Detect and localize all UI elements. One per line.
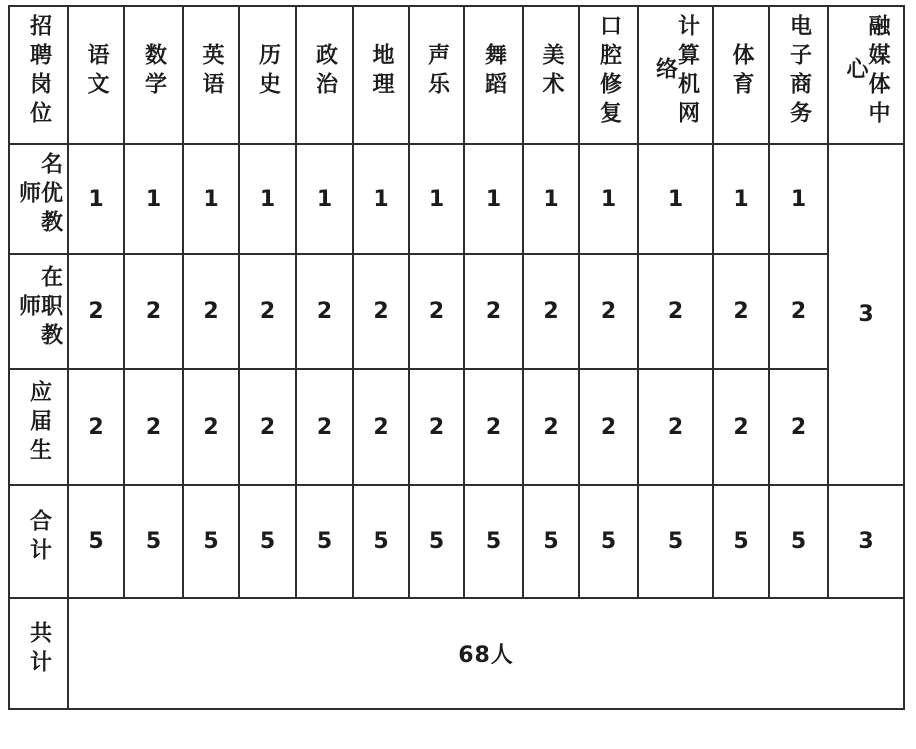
count-cell: 1 [464, 144, 523, 254]
header-label-ecommerce: 电子商务 [786, 13, 812, 131]
count-cell: 1 [523, 144, 579, 254]
count-cell: 2 [296, 369, 353, 485]
header-cell-ecommerce [769, 6, 828, 144]
count-cell: 2 [124, 369, 183, 485]
count-cell: 2 [296, 254, 353, 369]
count-cell: 1 [183, 144, 239, 254]
header-cell-media-center [828, 6, 904, 144]
row-label-inservice-teachers-cell [9, 254, 68, 369]
row-label-inservice-teachers: 在职教师 [15, 264, 63, 353]
row-fresh-graduates [9, 369, 904, 485]
count-cell: 2 [183, 369, 239, 485]
header-label-english: 英语 [199, 42, 224, 102]
header-label-math: 数学 [141, 42, 167, 102]
count-cell: 2 [579, 254, 638, 369]
row-subtotal [9, 485, 904, 598]
row-label-famous-teachers-cell [9, 144, 68, 254]
header-label-vocal-music: 声乐 [424, 42, 450, 102]
count-cell: 2 [239, 254, 296, 369]
count-cell: 2 [353, 254, 409, 369]
count-cell: 2 [523, 369, 579, 485]
count-cell: 2 [769, 369, 828, 485]
count-cell: 1 [124, 144, 183, 254]
count-cell: 2 [124, 254, 183, 369]
header-cell-math [124, 6, 183, 144]
header-cell-fine-arts [523, 6, 579, 144]
header-cell-position [9, 6, 68, 144]
row-inservice-teachers [9, 254, 904, 369]
count-cell-media-center-subtotal: 3 [828, 485, 904, 598]
count-cell: 2 [579, 369, 638, 485]
count-cell: 5 [296, 485, 353, 598]
header-row [9, 6, 904, 144]
header-cell-history [239, 6, 296, 144]
count-cell: 2 [713, 254, 769, 369]
count-cell: 5 [638, 485, 713, 598]
count-cell: 2 [68, 254, 124, 369]
count-cell: 1 [239, 144, 296, 254]
count-cell: 1 [296, 144, 353, 254]
count-cell: 5 [713, 485, 769, 598]
header-label-computer-network: 计算机网络 [652, 13, 700, 131]
row-label-famous-teachers: 名优教师 [15, 152, 63, 240]
header-cell-dance [464, 6, 523, 144]
count-cell: 5 [579, 485, 638, 598]
header-label-position: 招聘岗位 [26, 13, 52, 131]
header-label-geography: 地理 [369, 42, 394, 102]
header-label-chinese: 语文 [84, 42, 109, 102]
count-cell: 5 [409, 485, 464, 598]
count-cell: 2 [409, 369, 464, 485]
header-label-fine-arts: 美术 [539, 42, 564, 102]
count-cell: 2 [638, 254, 713, 369]
count-cell: 1 [409, 144, 464, 254]
count-cell: 1 [68, 144, 124, 254]
count-cell: 2 [409, 254, 464, 369]
row-famous-teachers [9, 144, 904, 254]
count-cell: 5 [68, 485, 124, 598]
header-label-history: 历史 [255, 42, 281, 102]
row-label-subtotal: 合计 [26, 509, 52, 568]
count-cell: 5 [183, 485, 239, 598]
header-label-politics: 政治 [312, 42, 338, 102]
header-label-pe: 体育 [729, 42, 754, 102]
header-cell-vocal-music [409, 6, 464, 144]
count-cell: 5 [523, 485, 579, 598]
header-cell-dental-prosthetics [579, 6, 638, 144]
count-cell: 2 [769, 254, 828, 369]
count-cell: 5 [239, 485, 296, 598]
media-center-merged-cell: 3 [828, 144, 904, 485]
count-cell: 2 [239, 369, 296, 485]
count-cell: 5 [124, 485, 183, 598]
row-label-grand-total-cell [9, 598, 68, 709]
count-cell: 2 [713, 369, 769, 485]
count-cell: 2 [353, 369, 409, 485]
count-cell: 5 [769, 485, 828, 598]
row-label-subtotal-cell [9, 485, 68, 598]
header-cell-geography [353, 6, 409, 144]
count-cell: 2 [464, 369, 523, 485]
header-cell-english [183, 6, 239, 144]
row-grand-total [9, 598, 904, 709]
header-cell-computer-network [638, 6, 713, 144]
header-label-media-center: 融媒体中心 [843, 13, 890, 131]
recruitment-table [8, 5, 905, 710]
count-cell: 2 [638, 369, 713, 485]
row-label-grand-total: 共计 [26, 621, 52, 680]
count-cell: 1 [769, 144, 828, 254]
header-cell-pe [713, 6, 769, 144]
header-label-dance: 舞蹈 [481, 42, 507, 102]
count-cell: 2 [464, 254, 523, 369]
count-cell: 2 [523, 254, 579, 369]
count-cell: 1 [579, 144, 638, 254]
count-cell: 1 [713, 144, 769, 254]
header-cell-chinese [68, 6, 124, 144]
header-label-dental-prosthetics: 口腔修复 [596, 13, 622, 131]
header-cell-politics [296, 6, 353, 144]
count-cell: 5 [464, 485, 523, 598]
count-cell: 2 [68, 369, 124, 485]
count-cell: 1 [353, 144, 409, 254]
row-label-fresh-graduates: 应届生 [26, 380, 52, 468]
count-cell: 1 [638, 144, 713, 254]
count-cell: 2 [183, 254, 239, 369]
grand-total-value-cell: 68人 [68, 598, 904, 709]
row-label-fresh-graduates-cell [9, 369, 68, 485]
count-cell: 5 [353, 485, 409, 598]
